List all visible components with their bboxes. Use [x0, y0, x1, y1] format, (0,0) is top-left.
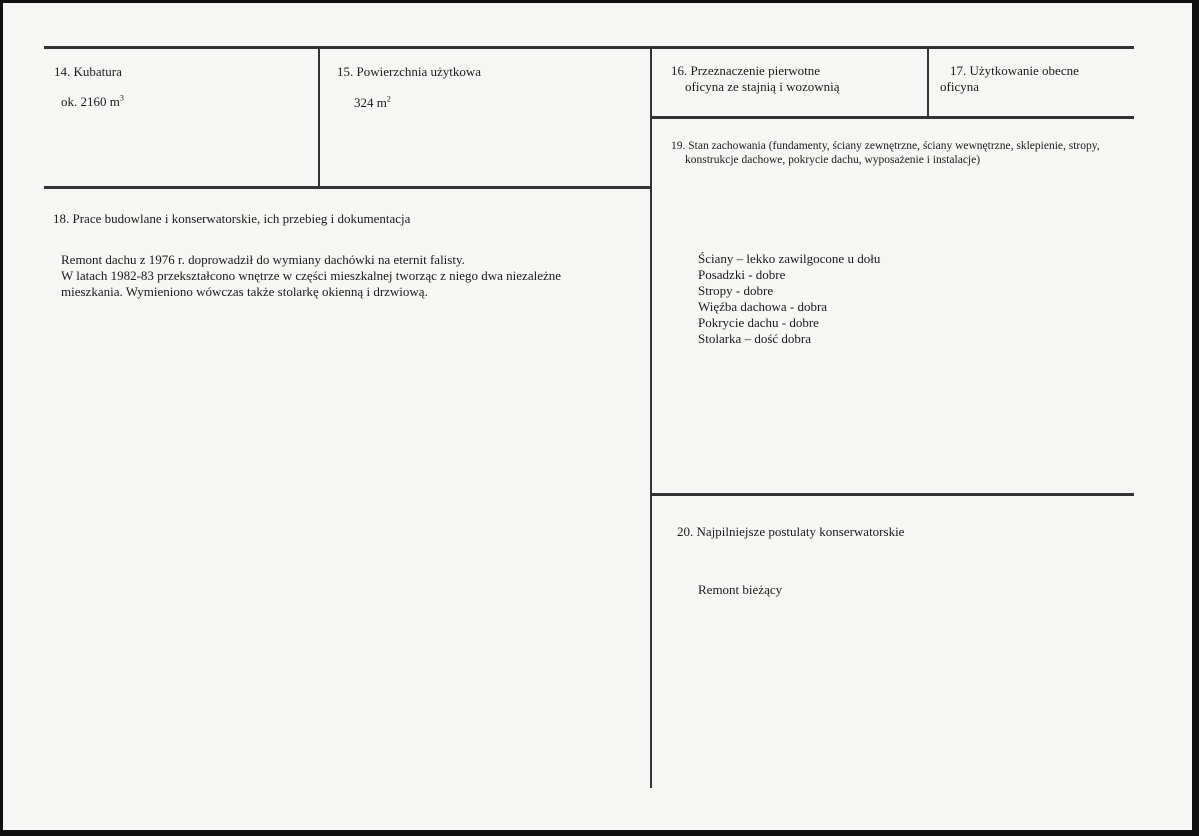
field-19-line: Więźba dachowa - dobra [698, 299, 828, 314]
field-19-line: Stolarka – dość dobra [698, 331, 812, 346]
field-15-value: 324 $m^2$ [354, 94, 391, 110]
field-18-label: 18. Prace budowlane i konserwatorskie, ich przebieg i dokumentacja [53, 211, 411, 226]
scan-border-right [1192, 0, 1199, 836]
field-19-label-line1: 19. Stan zachowania (fundamenty, ściany zewnętrzne, ściany wewnętrzne, sklepienie, stropy, [671, 140, 1100, 152]
field-18-line: mieszkania. Wymieniono wówczas także stolarkę okienną i drzwiową. [61, 284, 428, 299]
scan-border-bottom [0, 830, 1199, 836]
field-19-line: Stropy - dobre [698, 283, 774, 298]
field-18-content [61, 252, 561, 300]
divider-16-17 [927, 46, 929, 118]
field-17-value: oficyna [940, 79, 979, 94]
field-18-line: W latach 1982-83 przekształcono wnętrze w części mieszkalnej tworząc z niego dwa niezależne [61, 268, 562, 283]
rule-under-16-17 [652, 116, 1134, 119]
divider-14-15 [318, 46, 320, 188]
scan-border-top [0, 0, 1199, 3]
field-19-line: Posadzki - dobre [698, 267, 786, 282]
field-16-value: oficyna ze stajnią i wozownią [685, 79, 840, 94]
rule-under-14-15 [44, 186, 652, 189]
field-18-line: Remont dachu z 1976 r. doprowadził do wymiany dachówki na eternit falisty. [61, 252, 465, 267]
field-16-label: 16. Przeznaczenie pierwotne [671, 63, 821, 78]
field-14-value: ok. 2160 $m^3$ [61, 93, 124, 109]
field-17-label: 17. Użytkowanie obecne [950, 63, 1079, 78]
field-20-value: Remont bieżący [698, 582, 783, 597]
field-20-label: 20. Najpilniejsze postulaty konserwatorskie [677, 524, 905, 539]
field-19-label-line2: konstrukcje dachowe, pokrycie dachu, wyposażenie i instalacje) [685, 154, 981, 166]
scan-border-left [0, 0, 3, 836]
field-19-line: Ściany – lekko zawilgocone u dołu [698, 251, 881, 266]
field-19-content [698, 251, 880, 347]
rule-under-19 [652, 493, 1134, 496]
field-14-label: 14. Kubatura [54, 64, 122, 79]
center-divider [650, 46, 652, 788]
top-rule [44, 46, 1134, 49]
field-19-line: Pokrycie dachu - dobre [698, 315, 819, 330]
field-15-label: 15. Powierzchnia użytkowa [337, 64, 482, 79]
